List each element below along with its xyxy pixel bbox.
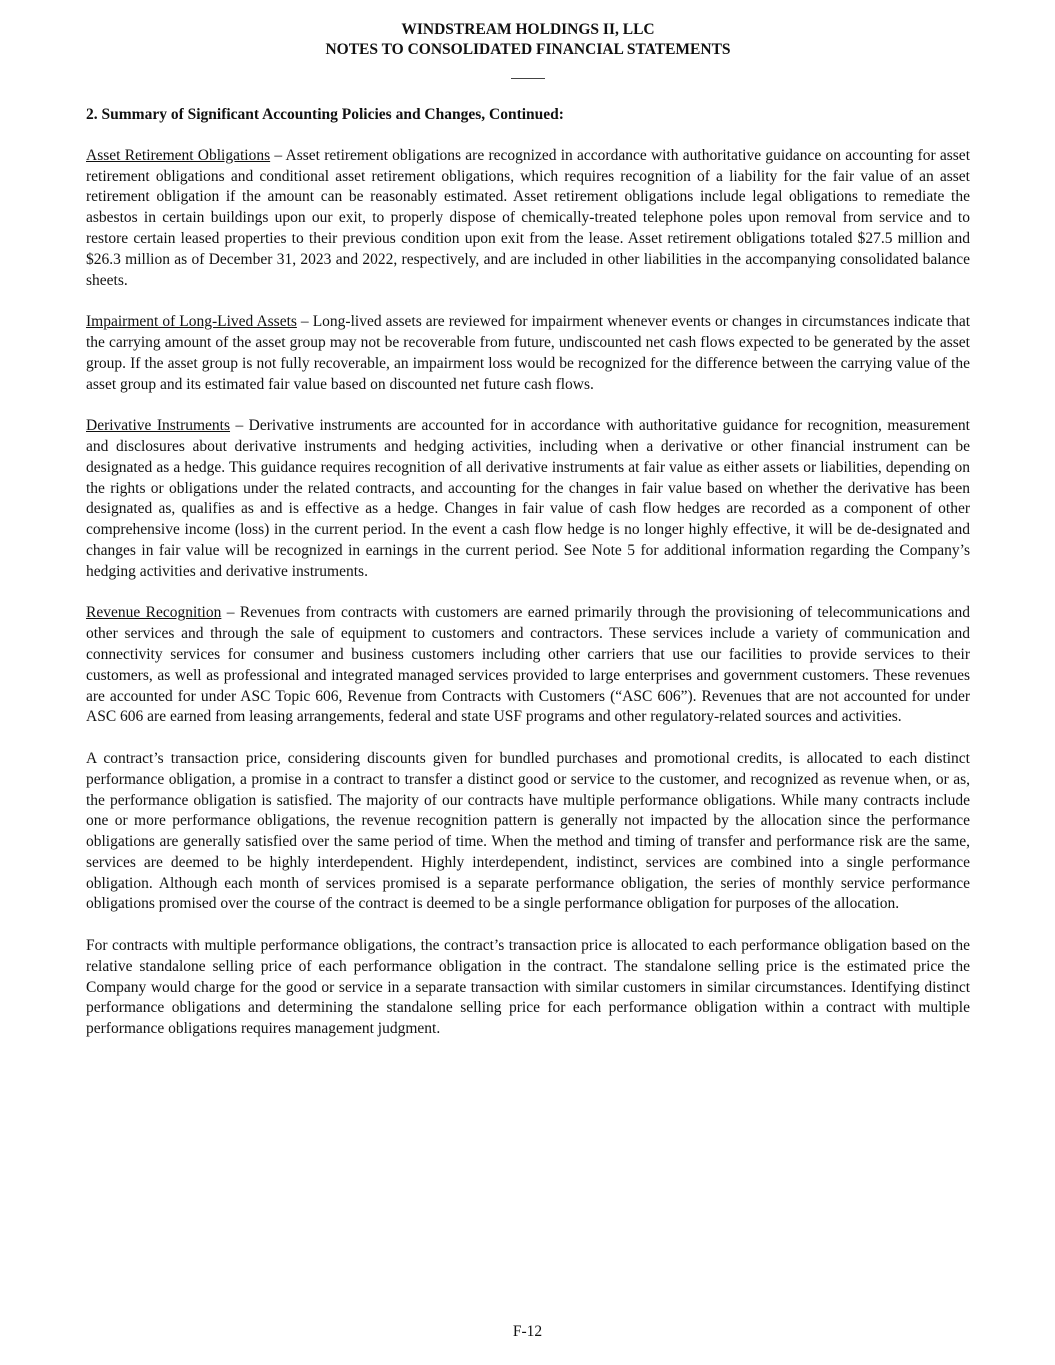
paragraph-impairment <box>86 312 970 395</box>
document-title: NOTES TO CONSOLIDATED FINANCIAL STATEMENTS <box>325 41 731 58</box>
term-revenue-recognition: Revenue Recognition <box>86 604 222 622</box>
paragraph-transaction-price: A contract’s transaction price, considering discounts given for bundled purchases and promotional credits, is allocated to each distinct performance obligation, a promise in a contract to transfer a distinct good or service to the customer, and recognized as revenue when, or as, the performance obligation is satisfied. The majority of our contracts have multiple performance obligations. While many contracts include one or more performance obligations, the revenue recognition pattern is generally not impacted by the allocation since the performance obligations are generally satisfied over the same period of time. When the method and timing of transfer and performance risk are the same, services are deemed to be highly interdependent. Highly interdependent, indistinct, services are combined into a single performance obligation. Although each month of services promised is a separate performance obligation, the series of monthly service performance obligations promised over the course of the contract is deemed to be a single performance obligation for purposes of the allocation. <box>86 749 970 913</box>
section-heading: 2. Summary of Significant Accounting Policies and Changes, Continued: <box>86 106 564 123</box>
header-divider <box>511 78 545 79</box>
term-impairment-of-long-lived-assets: Impairment of Long-Lived Assets <box>86 313 297 331</box>
paragraph-body: – Derivative instruments are accounted for in accordance with authoritative guidance for recognition, measurement and disclosures about derivative instruments and hedging activities, including when a derivative or other financial instrument can be designated as a hedge. This guidance requires recognition of all derivative instruments at fair value as either assets or liabilities, depending on the rights or obligations under the related contracts, and accounting for the changes in fair value based on whether the derivative has been designated as, qualifies as and is effective as a hedge. Changes in fair value of cash flow hedges are recorded as a component of other comprehensive income (loss) in the current period. In the event a cash flow hedge is no longer highly effective, it will be de-designated and changes in fair value will be recognized in earnings in the current period. See Note 5 for additional information regarding the Company’s hedging activities and derivative instruments. <box>86 417 970 580</box>
paragraph-revenue-recognition <box>86 603 970 728</box>
term-asset-retirement-obligations: Asset Retirement Obligations <box>86 146 271 164</box>
paragraph-multiple-performance-obligations: For contracts with multiple performance obligations, the contract’s transaction price is allocated to each performance obligation based on the relative standalone selling price of each performance obligation in the contract. The standalone selling price is the estimated price the Company would charge for the good or service in a separate transaction with similar customers in similar circumstances. Identifying distinct performance obligations and determining the standalone selling price for each performance obligation within a contract with multiple performance obligations requires management judgment. <box>86 937 970 1038</box>
page-number: F-12 <box>512 1323 543 1340</box>
paragraph-asset-retirement-obligations <box>86 146 970 292</box>
page-header <box>86 0 970 79</box>
paragraph-body: – Revenues from contracts with customers are earned primarily through the provisioning of telecommunications and other services and through the sale of equipment to customers and contractors. These services include a variety of communication and connectivity services for consumer and business customers including other carriers that use our facilities to provide services to their customers, as well as professional and integrated managed services provided to large enterprises and government customers. These revenues are accounted for under ASC Topic 606, Revenue from Contracts with Customers (“ASC 606”). Revenues that are not accounted for under ASC 606 are earned from leasing arrangements, federal and state USF programs and other regulatory-related sources and activities. <box>86 604 970 726</box>
document-page <box>86 0 970 1040</box>
paragraph-body: – Asset retirement obligations are recognized in accordance with authoritative guidance on accounting for asset retirement obligations and conditional asset retirement obligations, which requires recognition of a liability for the fair value of an asset retirement obligation if the amount can be reasonably estimated. Asset retirement obligations include legal obligations to remediate the asbestos in certain buildings upon our exit, to properly dispose of chemically-treated telephone poles upon removal from service and to restore certain leased properties to their previous condition upon exit from the lease. Asset retirement obligations totaled $27.5 million and $26.3 million as of December 31, 2023 and 2022, respectively, and are included in other liabilities in the accompanying consolidated balance sheets. <box>86 146 970 289</box>
paragraph-body: – Long-lived assets are reviewed for impairment whenever events or changes in circumstances indicate that the carrying amount of the asset group may not be recoverable from future, undiscounted net cash flows expected to be generated by the asset group. If the asset group is not fully recoverable, an impairment loss would be recognized for the difference between the carrying value of the asset group and its estimated fair value based on discounted net future cash flows. <box>86 313 970 393</box>
company-name: WINDSTREAM HOLDINGS II, LLC <box>401 21 655 38</box>
paragraph-derivative-instruments <box>86 416 970 582</box>
term-derivative-instruments: Derivative Instruments <box>86 417 231 435</box>
